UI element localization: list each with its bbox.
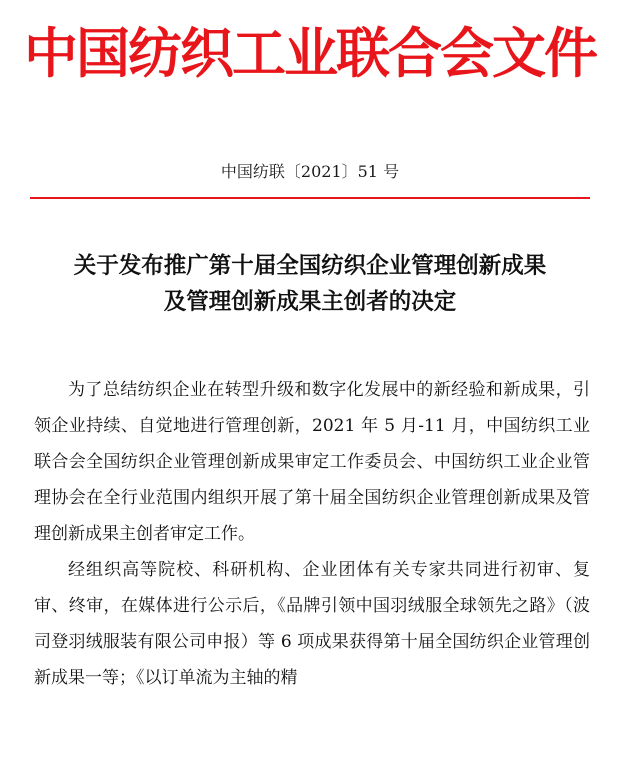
document-header-title: 中国纺织工业联合会文件 xyxy=(24,22,596,85)
decision-title-line-2: 及管理创新成果主创者的决定 xyxy=(163,289,457,315)
body-paragraph-2: 经组织高等院校、科研机构、企业团体有关专家共同进行初审、复审、终审，在媒体进行公示后，《品牌引领中国羽绒服全球领先之路》（波司登羽绒服装有限公司申报）等 6 项成果获得第十届全国纺织企业管理创新成果一等；《以订单流为主轴的精 xyxy=(34,560,590,688)
decision-title-line-1: 关于发布推广第十届全国纺织企业管理创新成果 xyxy=(73,253,547,279)
document-body xyxy=(34,372,590,696)
document-number: 中国纺联〔2021〕51 号 xyxy=(220,162,400,181)
body-paragraph-1: 为了总结纺织企业在转型升级和数字化发展中的新经验和新成果，引领企业持续、自觉地进行管理创新，2021 年 5 月-11 月，中国纺织工业联合会全国纺织企业管理创新成果审定工作委员会、中国纺织工业企业管理协会在全行业范围内组织开展了第十届全国纺织企业管理创新成果及管理创新成果主创者审定工作。 xyxy=(34,380,590,544)
red-divider-line xyxy=(30,197,590,199)
decision-title xyxy=(0,248,620,320)
